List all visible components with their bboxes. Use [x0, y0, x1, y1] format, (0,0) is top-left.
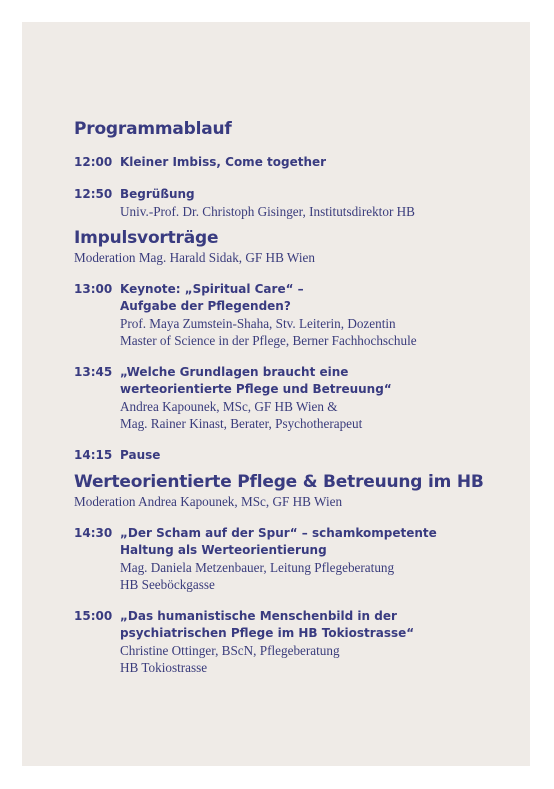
schedule-item [74, 186, 494, 220]
item-title: „Welche Grundlagen braucht eine werteorientierte Pflege und Betreuung“ [120, 365, 392, 396]
moderation-line: Moderation Mag. Harald Sidak, GF HB Wien [74, 250, 315, 265]
item-time: 12:50 [74, 187, 113, 201]
section-heading-impulsvortraege: Impulsvorträge [74, 228, 219, 248]
item-title: Begrüßung [120, 187, 195, 201]
section-heading-werteorientierte-pflege: Werteorientierte Pflege & Betreuung im HB [74, 472, 484, 492]
item-title: Keynote: „Spiritual Care“ – Aufgabe der Pflegenden? [120, 282, 304, 313]
item-time: 13:45 [74, 365, 113, 379]
item-title: Pause [120, 448, 161, 462]
item-time: 14:15 [74, 448, 113, 462]
schedule-item [74, 608, 494, 676]
item-speaker: Univ.-Prof. Dr. Christoph Gisinger, Institutsdirektor HB [120, 204, 415, 219]
moderation-line: Moderation Andrea Kapounek, MSc, GF HB Wien [74, 494, 343, 509]
item-title: Kleiner Imbiss, Come together [120, 155, 327, 169]
item-time: 15:00 [74, 609, 113, 623]
item-title: „Das humanistische Menschenbild in der psychiatrischen Pflege im HB Tokiostrasse“ [120, 609, 415, 640]
item-speaker: Andrea Kapounek, MSc, GF HB Wien & Mag. Rainer Kinast, Berater, Psychotherapeut [120, 399, 363, 431]
schedule-item [74, 364, 494, 432]
section-heading-programmablauf: Programmablauf [74, 119, 232, 139]
schedule-item [74, 447, 494, 464]
program-content [74, 118, 494, 676]
schedule-item [74, 281, 494, 349]
item-speaker: Prof. Maya Zumstein-Shaha, Stv. Leiterin, Dozentin Master of Science in der Pflege, Berner Fachhochschule [120, 316, 417, 348]
item-time: 12:00 [74, 155, 113, 169]
schedule-item [74, 525, 494, 593]
item-speaker: Mag. Daniela Metzenbauer, Leitung Pflegeberatung HB Seeböckgasse [120, 560, 395, 592]
item-time: 13:00 [74, 282, 113, 296]
item-time: 14:30 [74, 526, 113, 540]
item-speaker: Christine Ottinger, BScN, Pflegeberatung HB Tokiostrasse [120, 643, 340, 675]
item-title: „Der Scham auf der Spur“ – schamkompetente Haltung als Werteorientierung [120, 526, 437, 557]
schedule-item [74, 154, 494, 171]
